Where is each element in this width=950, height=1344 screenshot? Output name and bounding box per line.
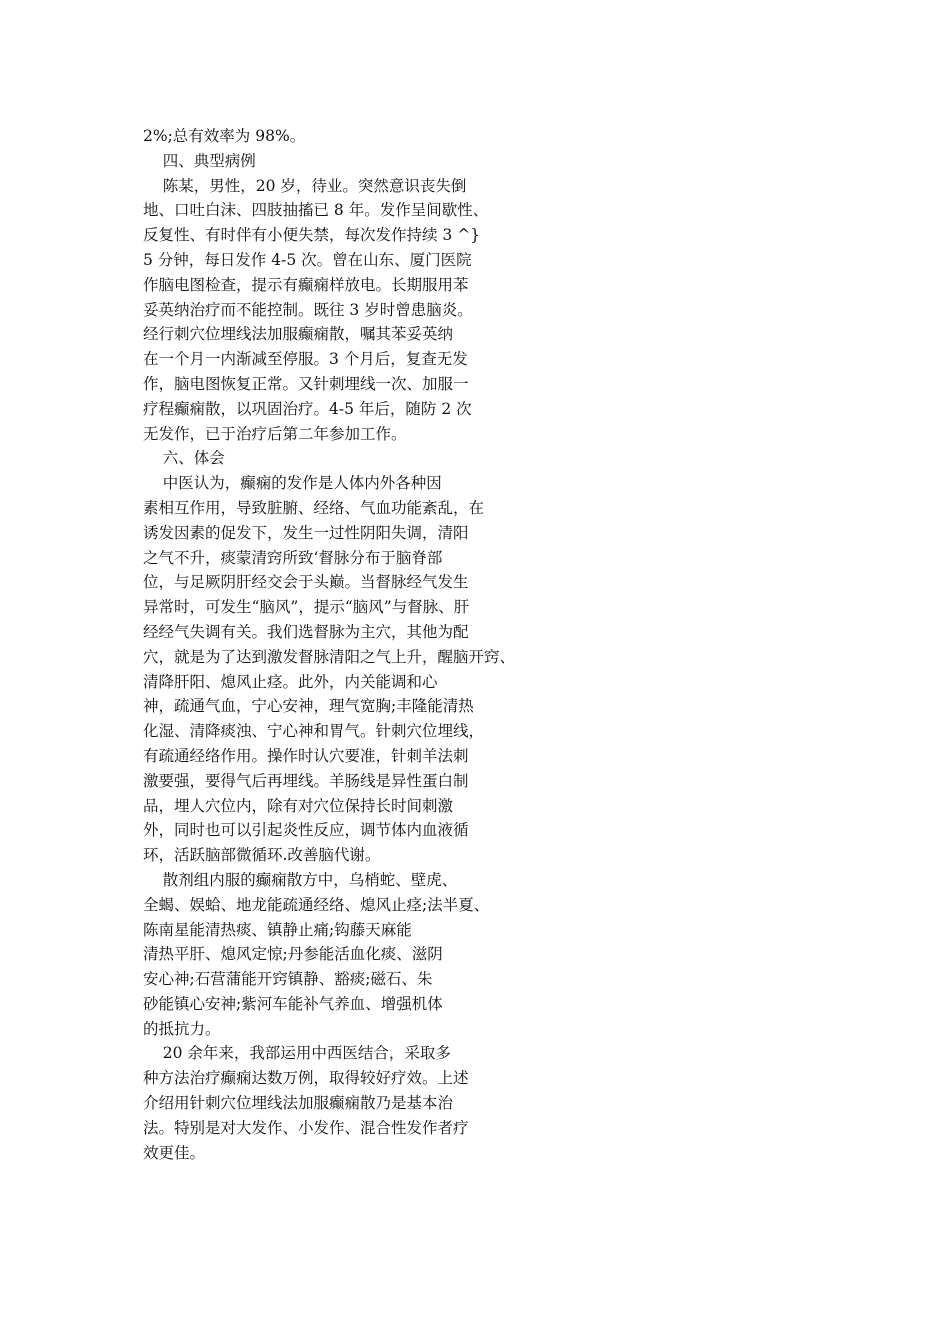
text-line: 砂能镇心安神;紫河车能补气养血、增强机体 — [143, 994, 443, 1013]
text-line: 素相互作用，导致脏腑、经络、气血功能紊乱，在 — [143, 498, 485, 517]
text-line: 之气不升，痰蒙清窍所致‘督脉分布于脑脊部 — [143, 548, 443, 567]
text-line: 有疏通经络作用。操作时认穴要准，针刺羊法刺 — [143, 746, 469, 765]
text-line: 经行刺穴位埋线法加服癫痫散，嘱其苯妥英纳 — [143, 325, 454, 344]
text-line: 陈南星能清热痰、镇静止痛;钩藤天麻能 — [143, 920, 412, 939]
text-line: 激要强，要得气后再埋线。羊肠线是异性蛋白制 — [143, 771, 469, 790]
text-line: 中医认为，癫痫的发作是人体内外各种因 — [143, 474, 442, 493]
text-line: 清降肝阳、熄风止痉。此外，内关能调和心 — [143, 672, 438, 691]
text-line: 无发作，已于治疗后第二年参加工作。 — [143, 424, 407, 443]
text-line: 外，同时也可以引起炎性反应，调节体内血液循 — [143, 821, 469, 840]
text-line: 作脑电图检查，提示有癫痫样放电。长期服用苯 — [143, 275, 469, 294]
text-line: 反复性、有时伴有小便失禁，每次发作持续 3 ^} — [143, 226, 481, 245]
text-line: 散剂组内服的癫痫散方中，乌梢蛇、壁虎、 — [143, 870, 458, 889]
text-line: 经经气失调有关。我们选督脉为主穴，其他为配 — [143, 622, 469, 641]
section-heading-experience: 六、体会 — [143, 449, 225, 468]
text-line: 全蝎、娱蛤、地龙能疏通经络、熄风止痉;法半夏、 — [143, 895, 490, 914]
text-line: 安心神;石营蒲能开窍镇静、豁痰;磁石、朱 — [143, 970, 433, 989]
text-line: 陈某，男性，20 岁，待业。突然意识丧失倒 — [143, 176, 467, 195]
text-line: 疗程癫痫散，以巩固治疗。4-5 年后，随防 2 次 — [143, 399, 472, 418]
text-line: 异常时，可发生“脑风”，提示“脑风”与督脉、肝 — [143, 598, 470, 617]
section-heading-typical-cases: 四、典型病例 — [143, 151, 256, 170]
text-line: 2%;总有效率为 98%。 — [143, 127, 306, 145]
text-line: 清热平肝、熄风定惊;丹参能活血化痰、滋阴 — [143, 945, 443, 964]
text-line: 作，脑电图恢复正常。又针刺埋线一次、加服一 — [143, 374, 469, 393]
text-line: 位，与足厥阴肝经交会于头巅。当督脉经气发生 — [143, 573, 469, 592]
text-line: 穴，就是为了达到激发督脉清阳之气上升，醒脑开窍、 — [143, 647, 516, 666]
text-line: 的抵抗力。 — [143, 1019, 221, 1038]
document-body-text — [143, 124, 863, 1165]
text-line: 化湿、清降痰浊、宁心神和胃气。针刺穴位埋线， — [143, 722, 485, 741]
text-line: 诱发因素的促发下，发生一过性阴阳失调，清阳 — [143, 523, 469, 542]
text-line: 20 余年来，我部运用中西医结合，采取多 — [143, 1044, 451, 1063]
text-line: 妥英纳治疗而不能控制。既往 3 岁时曾患脑炎。 — [143, 300, 473, 319]
text-line: 品，埋人穴位内，除有对穴位保持长时间刺激 — [143, 796, 454, 815]
text-line: 在一个月一内渐减至停服。3 个月后，复查无发 — [143, 350, 468, 369]
text-line: 环，活跃脑部微循环.改善脑代谢。 — [143, 846, 381, 865]
text-line: 效更佳。 — [143, 1143, 206, 1162]
text-line: 介绍用针刺穴位埋线法加服癫痫散乃是基本治 — [143, 1094, 454, 1113]
text-line: 法。特别是对大发作、小发作、混合性发作者疗 — [143, 1118, 469, 1137]
text-line: 神，疏通气血，宁心安神，理气宽胸;丰隆能清热 — [143, 697, 474, 716]
text-line: 种方法治疗癫痫达数万例，取得较好疗效。上述 — [143, 1069, 469, 1088]
text-line: 地、口吐白沫、四肢抽搐已 8 年。发作呈间歇性、 — [143, 201, 489, 220]
text-line: 5 分钟，每日发作 4-5 次。曾在山东、厦门医院 — [143, 250, 472, 269]
